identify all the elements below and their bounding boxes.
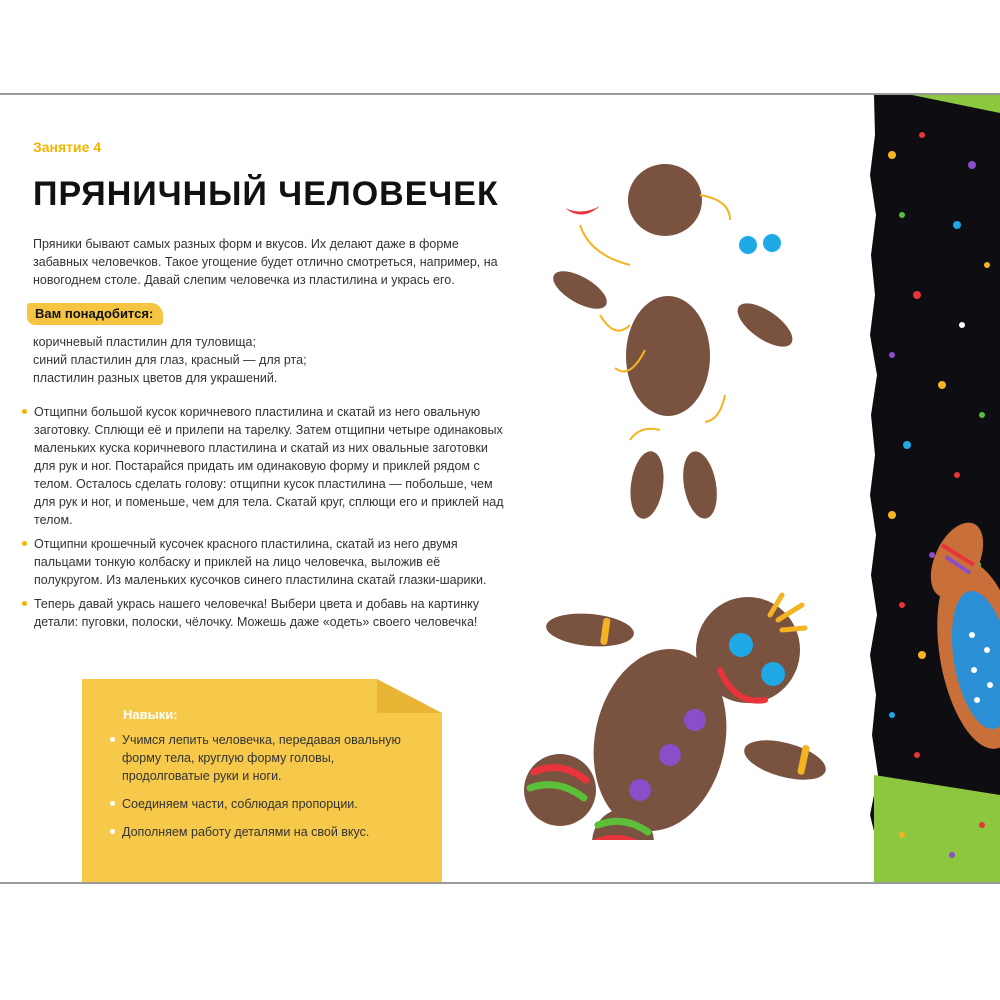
eye-icon — [761, 662, 785, 686]
button-icon — [684, 709, 706, 731]
step-item — [22, 595, 507, 631]
step-text: Отщипни большой кусок коричневого пластилина и скатай из него овальную заготовку. Сплющи её и прилепи на тарелку. Затем отщипни четыре одинаковых маленьких куска коричневого пластилина и скатай из них овальные заготовки для рук и ног. Постарайся придать им одинаковую форму и приклей рядом с телом. Осталось сделать голову: отщипни кусок пластилина — побольше, чем для рук и ног, и поменьше, чем для тела. Скатай круг, сплющи его и приклей над телом. — [34, 405, 504, 527]
intro-paragraph: Пряники бывают самых разных форм и вкусов. Их делают даже в форме забавных человечков. Такое угощение будет отлично смотреться, например, на новогоднем столе. Давай слепим человечка из пластилина и укрась его. — [33, 237, 498, 287]
bullet-dot-icon — [110, 737, 115, 742]
arm-icon — [545, 610, 635, 650]
button-icon — [659, 744, 681, 766]
skills-list — [108, 731, 408, 851]
skill-text: Дополняем работу деталями на свой вкус. — [122, 825, 370, 839]
page-title: ПРЯНИЧНЫЙ ЧЕЛОВЕЧЕК — [33, 175, 499, 213]
skill-item — [108, 731, 408, 785]
mouth-piece-icon — [565, 206, 600, 215]
skill-text: Учимся лепить человечка, передавая овальную форму тела, круглую форму головы, продолговатые руки и ноги. — [122, 733, 401, 783]
night-scene-strip — [862, 95, 1000, 882]
lesson-label: Занятие 4 — [33, 139, 102, 155]
arm-piece-icon — [731, 295, 799, 355]
instruction-steps — [22, 403, 507, 637]
clay-parts-diagram — [548, 164, 800, 521]
bullet-dot-icon — [22, 409, 27, 414]
skill-item — [108, 823, 408, 841]
materials-item: синий пластилин для глаз, красный — для рта; — [33, 353, 307, 367]
note-fold-corner — [377, 679, 442, 713]
skill-item — [108, 795, 408, 813]
arm-piece-icon — [548, 264, 613, 317]
step-item — [22, 535, 507, 589]
eye-piece-icon — [739, 236, 757, 254]
step-text: Теперь давай укрась нашего человечка! Выбери цвета и добавь на картинку детали: пуговки, полоски, чёлочку. Можешь даже «одеть» своего человечка! — [34, 597, 479, 629]
head-piece-icon — [628, 164, 702, 236]
book-spread — [0, 93, 1000, 884]
skill-text: Соединяем части, соблюдая пропорции. — [122, 797, 358, 811]
body-piece-icon — [626, 296, 710, 416]
clay-illustration — [520, 140, 860, 840]
materials-list — [33, 333, 333, 387]
eye-icon — [729, 633, 753, 657]
finished-gingerbread-figure — [524, 595, 830, 840]
bullet-dot-icon — [110, 801, 115, 806]
bullet-dot-icon — [22, 541, 27, 546]
arm-icon — [740, 733, 830, 788]
skills-title: Навыки: — [123, 707, 178, 722]
materials-label: Вам понадобится: — [27, 303, 163, 325]
materials-item: коричневый пластилин для туловища; — [33, 335, 256, 349]
bullet-dot-icon — [110, 829, 115, 834]
night-background — [870, 95, 1000, 882]
button-icon — [629, 779, 651, 801]
leg-piece-icon — [626, 449, 667, 521]
leg-piece-icon — [678, 449, 721, 522]
eye-piece-icon — [763, 234, 781, 252]
materials-item: пластилин разных цветов для украшений. — [33, 371, 278, 385]
step-item — [22, 403, 507, 529]
step-text: Отщипни крошечный кусочек красного пластилина, скатай из него двумя пальцами тонкую колбаску и приклей на лицо человечка, выложив её полукругом. Из маленьких кусочков синего пластилина скатай глазки-шарики. — [34, 537, 487, 587]
bullet-dot-icon — [22, 601, 27, 606]
